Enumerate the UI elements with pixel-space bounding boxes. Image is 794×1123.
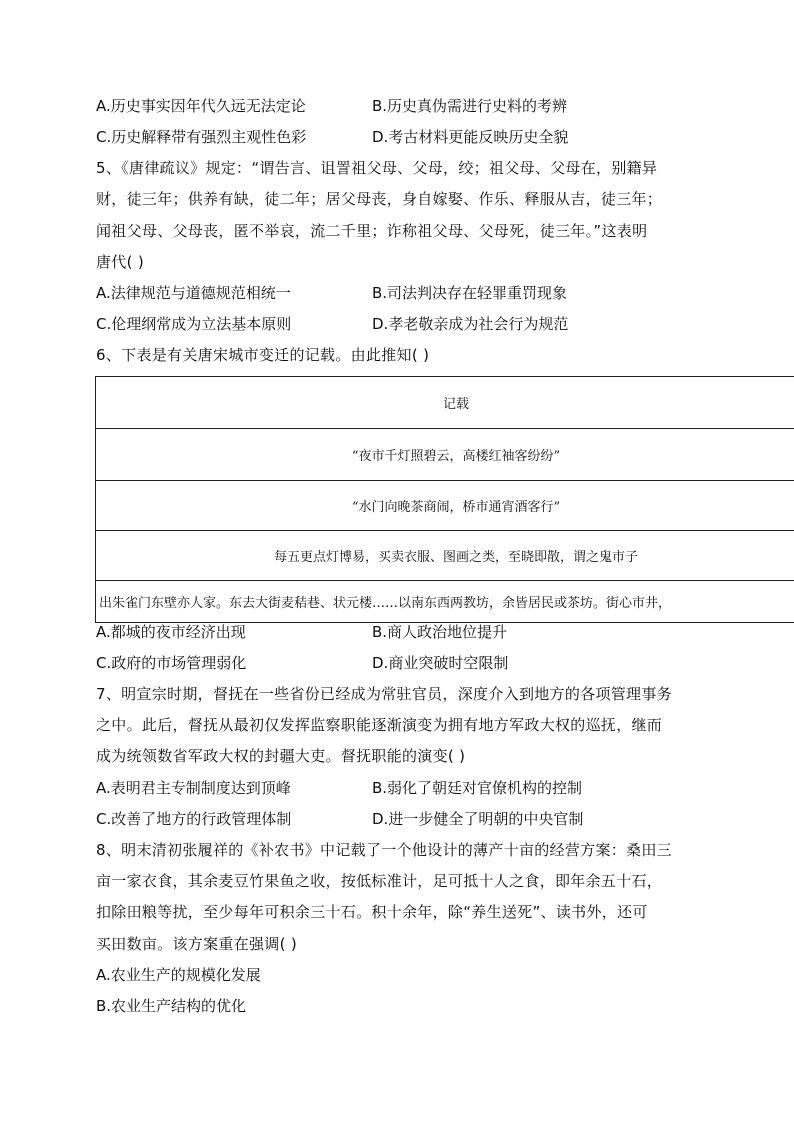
q6-option-d: D.商业突破时空限制 <box>372 654 509 672</box>
table-header <box>96 377 794 429</box>
table-row <box>96 429 794 481</box>
table-cell: 每五更点灯博易，买卖衣服、图画之类，至晓即散，谓之鬼市子 <box>273 550 638 565</box>
q8-stem-line-1: 8、明末清初张履祥的《补农书》中记载了一个他设计的薄产十亩的经营方案：桑田三 <box>96 841 672 859</box>
q8-stem-line-4: 买田数亩。该方案重在强调( ) <box>96 935 297 953</box>
q7-stem-line-1: 7、明宣宗时期，督抚在一些省份已经成为常驻官员，深度介入到地方的各项管理事务 <box>96 685 672 703</box>
q5-option-d: D.孝老敬亲成为社会行为规范 <box>372 315 569 333</box>
records-table <box>95 376 794 623</box>
q5-stem-line-2: 财，徒三年；供养有缺，徒二年；居父母丧，身自嫁娶、作乐、释服从吉，徒三年； <box>96 190 663 208</box>
q7-option-b: B.弱化了朝廷对官僚机构的控制 <box>372 779 583 797</box>
q8-stem-line-3: 扣除田粮等扰，至少每年可积余三十石。积十余年，除“养生送死”、读书外，还可 <box>96 903 648 921</box>
q4-option-c: C.历史解释带有强烈主观性色彩 <box>96 128 307 146</box>
q7-stem-line-3: 成为统领数省军政大权的封疆大吏。督抚职能的演变( ) <box>96 747 466 765</box>
q4-option-d: D.考古材料更能反映历史全貌 <box>372 128 569 146</box>
q8-option-b: B.农业生产结构的优化 <box>96 997 247 1015</box>
q8-option-a: A.农业生产的规模化发展 <box>96 966 261 984</box>
q5-stem-line-1: 5、《唐律疏议》规定：“谓告言、诅詈祖父母、父母，绞；祖父母、父母在，别籍异 <box>96 159 658 177</box>
table-row <box>96 581 794 622</box>
table-cell: 出朱雀门东壁亦人家。东去大街麦秸巷、状元楼……以南东西两教坊，余皆居民或茶坊。街心市井， <box>99 596 672 611</box>
q4-option-a: A.历史事实因年代久远无法定论 <box>96 97 306 115</box>
q5-stem-line-3: 闻祖父母、父母丧，匿不举哀，流二千里；诈称祖父母、父母死，徒三年。”这表明 <box>96 222 648 240</box>
q6-option-b: B.商人政治地位提升 <box>372 623 508 641</box>
q7-option-a: A.表明君主专制制度达到顶峰 <box>96 779 291 797</box>
table-header-label: 记载 <box>442 397 469 412</box>
table-row <box>96 531 794 581</box>
table-cell: “水门向晚茶商闹，桥市通宵酒客行” <box>351 500 561 515</box>
q6-option-a: A.都城的夜市经济出现 <box>96 623 246 641</box>
q7-stem-line-2: 之中。此后，督抚从最初仅发挥监察职能逐渐演变为拥有地方军政大权的巡抚，继而 <box>96 716 663 734</box>
q8-stem-line-2: 亩一家衣食，其余麦豆竹果鱼之收，按低标准计，足可抵十人之食，即年余五十石， <box>96 872 663 890</box>
table-cell: “夜市千灯照碧云，高楼红袖客纷纷” <box>351 449 561 464</box>
q6-option-c: C.政府的市场管理弱化 <box>96 654 247 672</box>
q4-option-b: B.历史真伪需进行史料的考辨 <box>372 97 568 115</box>
q5-stem-line-4: 唐代( ) <box>96 253 144 271</box>
q7-option-d: D.进一步健全了明朝的中央官制 <box>372 810 584 828</box>
table-row <box>96 481 794 531</box>
q6-stem: 6、下表是有关唐宋城市变迁的记载。由此推知( ) <box>96 346 430 364</box>
q7-option-c: C.改善了地方的行政管理体制 <box>96 810 292 828</box>
q5-option-c: C.伦理纲常成为立法基本原则 <box>96 315 292 333</box>
q5-option-b: B.司法判决存在轻罪重罚现象 <box>372 284 568 302</box>
q5-option-a: A.法律规范与道德规范相统一 <box>96 284 291 302</box>
